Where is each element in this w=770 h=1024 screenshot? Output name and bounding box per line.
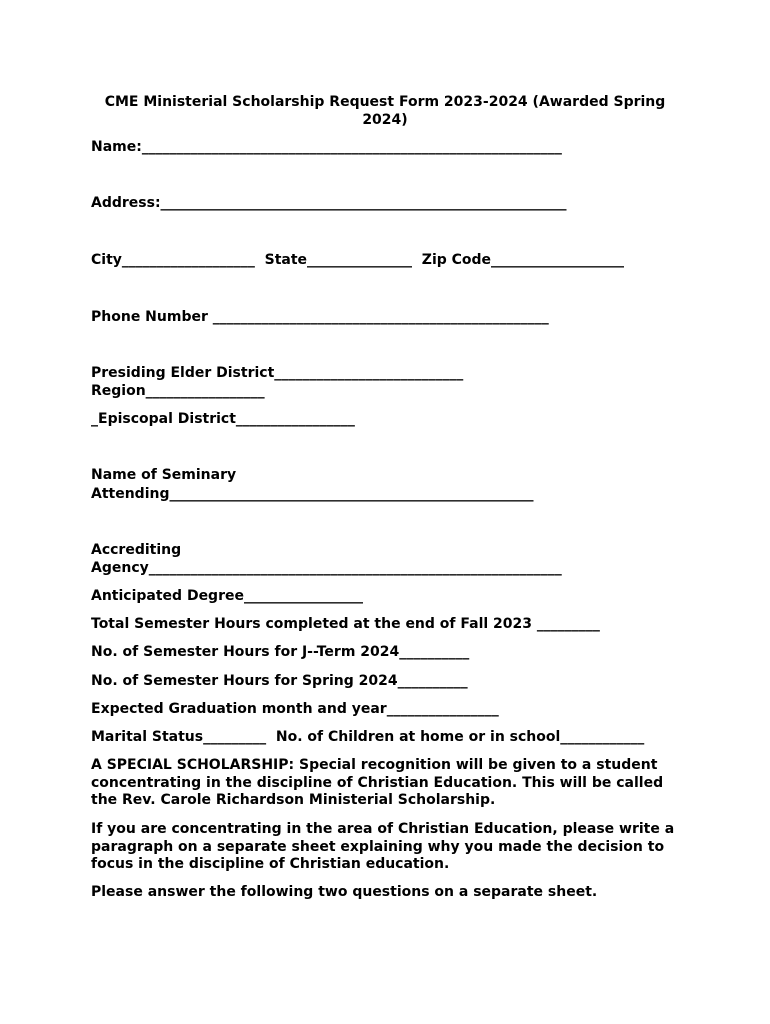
- graduation-date-field[interactable]: Expected Graduation month and year________________: [91, 701, 499, 717]
- jterm-hours-field[interactable]: No. of Semester Hours for J--Term 2024__________: [91, 644, 470, 660]
- anticipated-degree-field[interactable]: Anticipated Degree_________________: [91, 588, 363, 604]
- region-field[interactable]: Region_________________: [91, 383, 265, 399]
- name-field[interactable]: Name:____________________________________________________________: [91, 139, 562, 155]
- city-state-zip-field[interactable]: City___________________ State_______________ Zip Code___________________: [91, 252, 625, 268]
- seminary-label: Name of Seminary: [91, 467, 237, 483]
- accrediting-agency-field[interactable]: Agency___________________________________________________________: [91, 560, 562, 576]
- episcopal-district-field[interactable]: _Episcopal District_________________: [91, 411, 355, 427]
- marital-status-children-field[interactable]: Marital Status_________ No. of Children at home or in school____________: [91, 729, 645, 745]
- total-semester-hours-field[interactable]: Total Semester Hours completed at the end of Fall 2023 _________: [91, 616, 600, 632]
- christian-education-paragraph: If you are concentrating in the area of Christian Education, please write a paragraph on a separate sheet explaining why you made the decision to focus in the discipline of Christian education.: [91, 821, 675, 872]
- form-title: CME Ministerial Scholarship Request Form 2023-2024 (Awarded Spring 2024): [104, 94, 666, 128]
- address-field[interactable]: Address:__________________________________________________________: [91, 195, 567, 211]
- accrediting-label: Accrediting: [91, 542, 182, 558]
- seminary-attending-field[interactable]: Attending____________________________________________________: [91, 486, 534, 502]
- presiding-elder-district-field[interactable]: Presiding Elder District___________________________: [91, 365, 464, 381]
- special-scholarship-paragraph: A SPECIAL SCHOLARSHIP: Special recognition will be given to a student concentrating in the discipline of Christian Education. This will be called the Rev. Carole Richardson Ministerial Scholarship.: [91, 757, 664, 808]
- spring-hours-field[interactable]: No. of Semester Hours for Spring 2024__________: [91, 673, 468, 689]
- phone-number-field[interactable]: Phone Number ________________________________________________: [91, 309, 549, 325]
- questions-instruction: Please answer the following two questions on a separate sheet.: [91, 884, 598, 900]
